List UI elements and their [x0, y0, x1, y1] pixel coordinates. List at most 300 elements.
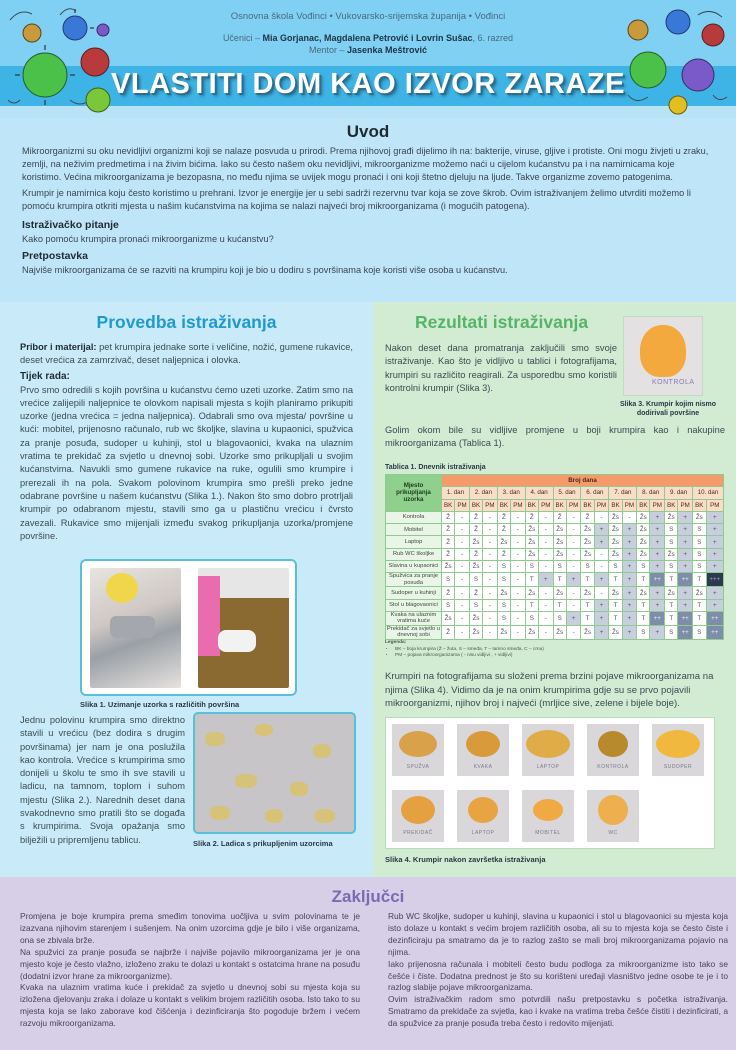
pm-cell: -	[483, 599, 498, 611]
table-row	[386, 524, 724, 536]
potato-photo	[587, 724, 639, 776]
bk-cell: S	[442, 573, 455, 587]
pm-cell: +	[706, 511, 723, 523]
row-place: Stol u blagovaonici	[386, 599, 442, 611]
bk-header: BK	[609, 499, 622, 511]
bk-cell: Žs	[525, 625, 538, 639]
bk-cell: S	[693, 548, 707, 560]
bk-cell: Ž	[469, 548, 482, 560]
potato-label: SPUŽVA	[406, 764, 430, 770]
pm-cell: ++	[678, 573, 693, 587]
conclusion-paragraph: Promjena je boje krumpira prema smeđim tonovima uočljiva u svim polovinama te je izazvana njihovim starenjem i sušenjem. Na onim uzorcima gdje je bilo i više organizama, ona se zbivala brže.	[20, 911, 360, 945]
materials-label: Pribor i materijal:	[20, 342, 97, 352]
bk-cell: S	[693, 536, 707, 548]
pm-header: PM	[566, 499, 581, 511]
bk-cell: Žs	[609, 536, 622, 548]
intro-paragraph-2: Krumpir je namirnica koju često koristimo u prehrani. Izvor je energije jer u sebi sadrži rezervnu tvar koja se zove škrob. Ovim istraživanjem želimo utvrditi možemo li pomoću krumpira otkriti mjesta u našim kućanstvima na kojima se nalazi najveći broj mikroorganizama (i mogućih patogena).	[22, 187, 691, 211]
bk-cell: Žs	[469, 625, 482, 639]
bk-cell: Žs	[637, 524, 650, 536]
pm-cell: -	[566, 536, 581, 548]
pm-cell: +	[706, 599, 723, 611]
bk-cell: S	[693, 524, 707, 536]
bk-cell: Ž	[497, 548, 510, 560]
pm-cell: +	[678, 587, 693, 599]
pm-cell: +	[650, 561, 665, 573]
procedure-heading: Tijek rada:	[20, 370, 70, 382]
pm-cell: +	[678, 511, 693, 523]
figure-1	[80, 559, 297, 696]
bk-cell: Žs	[553, 625, 566, 639]
figure-2-caption: Slika 2. Ladica s prikupljenim uzorcima	[193, 839, 333, 848]
observation-table	[385, 474, 724, 640]
pm-cell: +	[622, 611, 637, 625]
pm-cell: +	[650, 587, 665, 599]
row-place: Slavina u kupaonici	[386, 561, 442, 573]
potato-photo	[522, 724, 574, 776]
figure-3-caption: Slika 3. Krumpir kojim nismo dodirivali površine	[619, 401, 717, 417]
pm-cell: -	[455, 511, 470, 523]
bk-cell: Žs	[665, 511, 678, 523]
pm-cell: -	[594, 587, 609, 599]
pm-cell: +	[650, 511, 665, 523]
table-row	[386, 625, 724, 639]
bk-cell: T	[665, 611, 678, 625]
table-row	[386, 511, 724, 523]
conclusion-paragraph: Ovim istraživačkim radom smo potvrdili našu pretpostavku s početka istraživanja. Smatramo da prekidače za svjetla, kao i kvake na vratima treba češće čistiti i dezinficirati, a da spužvice za pranje posuđa treba često i redovito mijenjati.	[388, 994, 728, 1029]
poster-header	[0, 0, 736, 118]
figure-2	[193, 712, 356, 834]
pm-cell: +++	[706, 573, 723, 587]
row-place: Mobitel	[386, 524, 442, 536]
pm-cell: -	[483, 587, 498, 599]
bk-cell: Žs	[693, 587, 707, 599]
bk-cell: Žs	[637, 511, 650, 523]
table-caption: Tablica 1. Dnevnik istraživanja	[385, 464, 486, 471]
pm-cell: -	[483, 625, 498, 639]
bk-header: BK	[553, 499, 566, 511]
day-header: 1. dan	[442, 487, 470, 499]
bk-cell: T	[525, 599, 538, 611]
materials	[20, 341, 353, 368]
table-row	[386, 587, 724, 599]
virus-illustration-right-icon	[618, 0, 736, 118]
bk-cell: S	[525, 611, 538, 625]
pm-cell: -	[566, 548, 581, 560]
bk-cell: Žs	[581, 625, 594, 639]
pm-cell: -	[455, 561, 470, 573]
pm-cell: +	[650, 548, 665, 560]
day-header: 4. dan	[525, 487, 553, 499]
pm-cell: +	[622, 536, 637, 548]
virus-illustration-left-icon	[0, 0, 118, 118]
hypothesis-heading: Pretpostavka	[22, 250, 88, 263]
pm-header: PM	[511, 499, 526, 511]
poster-title: VLASTITI DOM KAO IZVOR ZARAZE	[111, 68, 625, 100]
row-place: Laptop	[386, 536, 442, 548]
students-grade: , 6. razred	[472, 33, 514, 43]
pm-cell: +	[706, 561, 723, 573]
bk-cell: Žs	[637, 548, 650, 560]
bk-cell: Ž	[442, 511, 455, 523]
bk-cell: S	[637, 625, 650, 639]
potato-label: LAPTOP	[536, 764, 560, 770]
bk-cell: T	[665, 599, 678, 611]
bk-cell: Žs	[609, 524, 622, 536]
pm-cell: +	[622, 599, 637, 611]
pm-cell: -	[538, 611, 553, 625]
potato-shape	[401, 796, 435, 824]
day-header: 3. dan	[497, 487, 525, 499]
pm-cell: -	[566, 511, 581, 523]
bk-cell: Ž	[442, 587, 455, 599]
bk-cell: Žs	[609, 625, 622, 639]
bk-cell: Ž	[442, 625, 455, 639]
students-names: Mia Gorjanac, Magdalena Petrović i Lovrin Sušac	[262, 33, 473, 43]
day-header: 7. dan	[609, 487, 637, 499]
pm-header: PM	[455, 499, 470, 511]
pm-cell: -	[511, 599, 526, 611]
day-header: 6. dan	[581, 487, 609, 499]
bk-cell: T	[693, 573, 707, 587]
pm-cell: -	[455, 524, 470, 536]
pm-cell: +	[706, 524, 723, 536]
pm-cell: +	[650, 599, 665, 611]
potato-shape	[468, 797, 498, 823]
pm-header: PM	[538, 499, 553, 511]
results-heading: Rezultati istraživanja	[415, 312, 589, 332]
bk-header: BK	[497, 499, 510, 511]
pm-cell: -	[566, 561, 581, 573]
potato-label: KVAKA	[473, 764, 493, 770]
table-legend	[385, 640, 544, 660]
bk-cell: S	[637, 561, 650, 573]
table-row	[386, 611, 724, 625]
bk-cell: T	[693, 611, 707, 625]
bk-cell: Žs	[442, 611, 455, 625]
bk-cell: T	[553, 573, 566, 587]
procedure-text: Prvo smo odredili s kojih površina u kućanstvu ćemo uzeti uzorke. Zatim smo na vrećice zalijepili naljepnice te olovkom napisali mjesta s kojih planiramo prikupiti uzorke (jedna vrećica = jedna naljepnica). Odabrali smo ova mjesta/ površine u kući: mobitel, prijenosno računalo, rub wc školjke, slavina u kupaonici, spužvica za pranje posuđa, sudoper u kuhinji, stol u blagovaonici, kvaka na ulaznim vratima te prekidač za svjetlo u dnevnoj sobi. Uzorke smo prikupljali u svojim kućanstvima. Navukli smo gumene rukavice na ruke, ogulili smo krumpire i prerezali ih na pola. Svakom polovinom krumpira smo prešli preko jedne odabrane površine u našem kućanstvu (Slika 1.). Nakon što smo dobro protrljali krumpir po odabranom mjestu, stavili smo ga u plastičnu vrećicu i čvrsto zavezali. Rukavice smo mijenjali između svakog prikupljanja uzorka/promjene površine.	[20, 384, 353, 541]
potato-photo	[522, 790, 574, 842]
bk-cell: S	[693, 561, 707, 573]
legend-title: Legenda:	[385, 640, 407, 645]
conclusions-left	[20, 911, 360, 1030]
pm-cell: -	[538, 587, 553, 599]
pm-header: PM	[594, 499, 609, 511]
bk-cell: Žs	[469, 561, 482, 573]
bk-cell: Žs	[497, 625, 510, 639]
pm-cell: +	[594, 524, 609, 536]
pm-cell: +	[650, 524, 665, 536]
row-place: Rub WC školjke	[386, 548, 442, 560]
method-heading: Provedba istraživanja	[96, 312, 277, 332]
potato-shape	[399, 731, 437, 757]
bk-cell: S	[442, 599, 455, 611]
bk-header: BK	[469, 499, 482, 511]
bk-cell: Žs	[581, 536, 594, 548]
day-header: 5. dan	[553, 487, 581, 499]
potato-label: PREKIDAČ	[403, 830, 433, 836]
bk-cell: Žs	[525, 548, 538, 560]
bk-cell: S	[469, 573, 482, 587]
bk-header: BK	[442, 499, 455, 511]
potato-photo	[392, 724, 444, 776]
pm-cell: +	[594, 536, 609, 548]
bk-cell: S	[665, 524, 678, 536]
pm-cell: +	[622, 524, 637, 536]
pm-cell: +	[706, 587, 723, 599]
pm-cell: -	[511, 524, 526, 536]
pm-cell: -	[511, 625, 526, 639]
bk-cell: T	[609, 611, 622, 625]
pm-cell: -	[538, 524, 553, 536]
pm-cell: -	[538, 536, 553, 548]
figure-1-caption: Slika 1. Uzimanje uzorka s različitih površina	[80, 700, 240, 709]
pm-cell: +	[594, 599, 609, 611]
pm-cell: -	[511, 511, 526, 523]
bk-cell: Žs	[525, 536, 538, 548]
bk-header: BK	[581, 499, 594, 511]
bk-cell: T	[609, 599, 622, 611]
results-section	[373, 302, 736, 877]
hypothesis: Najviše mikroorganizama će se razviti na krumpiru koji je bio u dodiru s površinama koje koristi više osoba u kućanstvu.	[22, 265, 508, 276]
bk-header: BK	[525, 499, 538, 511]
pm-cell: -	[483, 536, 498, 548]
pm-header: PM	[678, 499, 693, 511]
potato-shape	[533, 799, 563, 821]
pm-cell: +	[678, 536, 693, 548]
bk-header: BK	[637, 499, 650, 511]
bk-cell: Ž	[497, 524, 510, 536]
pm-cell: +	[706, 548, 723, 560]
legend-item-pm: • PM – pojava mikroorganizama ( - nisu vidljivi , + vidljivi)	[395, 653, 544, 660]
pm-cell: +	[622, 587, 637, 599]
bk-cell: Žs	[665, 548, 678, 560]
pm-cell: +	[678, 548, 693, 560]
conclusion-paragraph: Iako prijenosna računala i mobiteli često budu podloga za mikroorganizme isto tako se češće i čiste. Dodatna prednost je što su korišteni uređaji vlasništvo jedne osobe te je i to razlog slabije pojave mikroorganizama.	[388, 958, 728, 993]
day-header: 8. dan	[637, 487, 665, 499]
pm-cell: +	[538, 573, 553, 587]
bk-cell: Žs	[469, 611, 482, 625]
bk-cell: S	[665, 561, 678, 573]
row-place: Spužvica za pranje posuđa	[386, 573, 442, 587]
pm-cell: -	[511, 536, 526, 548]
figure-3-label: KONTROLA	[652, 379, 695, 386]
pm-header: PM	[650, 499, 665, 511]
bk-cell: Žs	[609, 548, 622, 560]
bk-cell: Ž	[497, 511, 510, 523]
bk-cell: Ž	[469, 511, 482, 523]
pm-cell: -	[455, 611, 470, 625]
pm-cell: +	[622, 548, 637, 560]
pm-cell: -	[566, 625, 581, 639]
table-row	[386, 599, 724, 611]
legend-item-bk: • BK – boja krumpira (Ž – žuta, S – smeđa, T – tamno smeđa, C – crna)	[395, 647, 544, 654]
pm-header: PM	[706, 499, 723, 511]
bk-cell: Žs	[637, 587, 650, 599]
bk-cell: Žs	[553, 524, 566, 536]
bk-cell: Žs	[693, 511, 707, 523]
pm-cell: +	[622, 573, 637, 587]
pm-cell: -	[594, 561, 609, 573]
mentor-label: Mentor –	[308, 45, 347, 55]
row-place: Kontrola	[386, 511, 442, 523]
pm-cell: +	[594, 611, 609, 625]
bk-cell: Ž	[469, 524, 482, 536]
bk-cell: Ž	[581, 511, 594, 523]
school-line: Osnovna škola Vođinci • Vukovarsko-srijemska županija • Vođinci	[230, 11, 506, 22]
pm-cell: +	[594, 625, 609, 639]
pm-cell: -	[538, 599, 553, 611]
bk-cell: Ž	[469, 587, 482, 599]
pm-cell: -	[511, 548, 526, 560]
pm-cell: -	[455, 548, 470, 560]
bk-cell: T	[581, 573, 594, 587]
pm-cell: +	[622, 561, 637, 573]
conclusion-paragraph: Kvaka na ulaznim vratima kuće i prekidač za svjetlo u dnevnoj sobi su mjesta koja su izložena djelovanju zraka i dolaze u kontakt s velikim brojem različitih osoba. Isto tako to su mjesta koja se lako zaborave kod čišćenja i dezinficiranja što pogoduje bržem i većem razvoju mikroorganizama.	[20, 982, 360, 1029]
bk-cell: Žs	[553, 587, 566, 599]
pm-header: PM	[622, 499, 637, 511]
bk-cell: S	[469, 599, 482, 611]
pm-cell: +	[678, 561, 693, 573]
bk-cell: Žs	[525, 524, 538, 536]
photo-table	[198, 568, 289, 688]
pm-cell: -	[511, 573, 526, 587]
bk-cell: Žs	[442, 561, 455, 573]
bk-cell: Žs	[637, 536, 650, 548]
bk-cell: Žs	[469, 536, 482, 548]
bk-cell: S	[665, 625, 678, 639]
pm-cell: +	[566, 573, 581, 587]
pm-cell: ++	[650, 611, 665, 625]
conclusions-right	[388, 911, 728, 1030]
bk-cell: Ž	[442, 524, 455, 536]
pm-cell: -	[483, 573, 498, 587]
potato-shape	[466, 731, 500, 757]
place-header: Mjesto prikupljanja uzorka	[386, 475, 442, 512]
conclusions-section	[0, 877, 736, 1050]
potato-label: MOBITEL	[535, 830, 561, 836]
bk-cell: T	[553, 599, 566, 611]
row-place: Kvaka na ulaznim vratima kuće	[386, 611, 442, 625]
bk-cell: S	[553, 561, 566, 573]
bk-cell: S	[609, 561, 622, 573]
pm-cell: -	[566, 587, 581, 599]
potato-label: LAPTOP	[471, 830, 495, 836]
bk-cell: Ž	[442, 536, 455, 548]
question-heading: Istraživačko pitanje	[22, 219, 119, 232]
control-text: Jednu polovinu krumpira smo direktno stavili u vrećicu (bez dodira s drugim površinama) jer nam je ona poslužila kao kontrola. Vrećice s krumpirima smo donijeli u školu te smo ih sve stavili u ladicu, na tamnom, toplom i suhom mjestu (Slika 2.). Narednih deset dana svakodnevno smo pratili što se događa s krumpirima. Svoja opažanja smo bilježili u pripremljenu tablicu.	[20, 715, 185, 845]
pm-cell: -	[455, 587, 470, 599]
bk-cell: Ž	[442, 548, 455, 560]
pm-cell: -	[566, 524, 581, 536]
bk-cell: S	[525, 561, 538, 573]
bk-cell: Žs	[581, 587, 594, 599]
pm-cell: +	[678, 524, 693, 536]
pm-cell: -	[594, 511, 609, 523]
day-header: 2. dan	[469, 487, 497, 499]
figure-4	[385, 717, 715, 849]
pm-cell: -	[538, 625, 553, 639]
pm-cell: -	[594, 548, 609, 560]
bk-cell: T	[693, 599, 707, 611]
figure-3	[623, 316, 703, 396]
pm-cell: ++	[678, 625, 693, 639]
results-paragraph-3: Krumpiri na fotografijama su složeni prema brzini pojave mikroorganizama na njima (Slika 4). Vidimo da je na onim krumpirima gdje su se prvo pojavili mikroorganizmi, njihov broj i najveći (mrljice sive, zelene i bijele boje).	[385, 671, 714, 709]
bk-cell: S	[581, 561, 594, 573]
results-paragraph-2: Golim okom bile su vidljive promjene u boji krumpira kao i nakupine mikroorganizama (Tablica 1).	[385, 425, 725, 449]
row-place: Sudoper u kuhinji	[386, 587, 442, 599]
pm-cell: -	[511, 611, 526, 625]
bk-cell: S	[497, 611, 510, 625]
pm-cell: +	[706, 536, 723, 548]
bk-cell: T	[637, 573, 650, 587]
bk-cell: Žs	[581, 548, 594, 560]
bk-cell: S	[497, 599, 510, 611]
pm-cell: ++	[706, 611, 723, 625]
conclusion-paragraph: Na spužvici za pranje posuđa se najbrže i najviše pojavilo mikroorganizama jer je ona mjesto koje je često vlažno, izloženo zraku te dolazi u kontakt s ostatcima hrane na posuđu (dodatni izvor hrane za mikroorganizme).	[20, 946, 360, 981]
potato-label: SUDOPER	[663, 764, 693, 770]
intro-paragraph-1: Mikroorganizmi su oku nevidljivi organizmi koji se nalaze posvuda u prirodi. Prema njihovoj građi dijelimo ih na: bakterije, viruse, gljive i protiste. Oni mogu živjeti u zraku, zemlji, na neživim predmetima i na živim bićima. Iako su često našem oku nevidljivi, mikroorganizme možemo naći u cijelom kućanstvu pa i na namirnicama koje koristimo. Većina mikroorganizama je bezopasna, no među njima se uvijek mogu pronaći i oni koji štetno djeluju na ljude. Takve organizme zovemo patogenima.	[22, 146, 709, 183]
bk-cell: Žs	[609, 587, 622, 599]
potato-shape	[526, 730, 570, 758]
bk-cell: Žs	[497, 536, 510, 548]
bk-cell: Ž	[553, 511, 566, 523]
pm-cell: ++	[706, 625, 723, 639]
pm-cell: -	[455, 536, 470, 548]
table-row	[386, 573, 724, 587]
pm-cell: +	[594, 573, 609, 587]
potato-photo	[392, 790, 444, 842]
pm-cell: +	[566, 611, 581, 625]
bk-cell: Žs	[581, 524, 594, 536]
potato-photo	[457, 790, 509, 842]
potato-label: WC	[608, 830, 618, 836]
research-question: Kako pomoću krumpira pronaći mikroorganizme u kućanstvu?	[22, 234, 274, 245]
bk-cell: Žs	[525, 587, 538, 599]
pm-cell: -	[483, 524, 498, 536]
pm-cell: +	[678, 599, 693, 611]
bk-cell: Ž	[525, 511, 538, 523]
bk-cell: T	[637, 611, 650, 625]
bk-cell: Žs	[497, 587, 510, 599]
potato-label: KONTROLA	[597, 764, 629, 770]
pm-cell: -	[483, 511, 498, 523]
pm-cell: -	[622, 511, 637, 523]
day-header: 10. dan	[693, 487, 724, 499]
pm-cell: -	[483, 561, 498, 573]
pm-cell: -	[566, 599, 581, 611]
bk-cell: T	[581, 599, 594, 611]
pm-cell: -	[483, 548, 498, 560]
bk-cell: S	[497, 573, 510, 587]
pm-cell: ++	[678, 611, 693, 625]
pm-cell: -	[538, 561, 553, 573]
pm-cell: +	[650, 625, 665, 639]
bk-cell: Žs	[553, 536, 566, 548]
mentor-name: Jasenka Meštrović	[346, 45, 428, 55]
bk-header: BK	[665, 499, 678, 511]
day-header: 9. dan	[665, 487, 693, 499]
bk-cell: Žs	[665, 587, 678, 599]
bk-header: BK	[693, 499, 707, 511]
bk-cell: S	[553, 611, 566, 625]
pm-cell: -	[538, 511, 553, 523]
bk-cell: Žs	[609, 511, 622, 523]
row-place: Prekidač za svjetlo u dnevnoj sobi	[386, 625, 441, 639]
table-row	[386, 536, 724, 548]
bk-cell: T	[525, 573, 538, 587]
conclusions-heading: Zaključci	[331, 887, 405, 906]
